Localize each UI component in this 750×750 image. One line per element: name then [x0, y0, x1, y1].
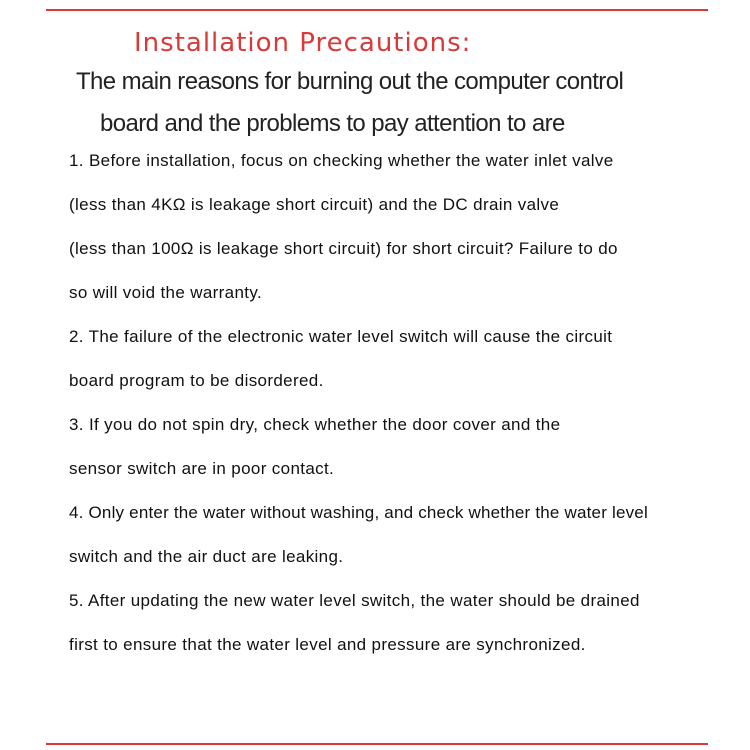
- body-line-12: first to ensure that the water level and pressure are synchronized.: [69, 635, 586, 654]
- page-title: Installation Precautions:: [134, 28, 472, 58]
- body-line-10: switch and the air duct are leaking.: [69, 547, 344, 566]
- bottom-divider: [46, 743, 708, 745]
- subtitle-line-1: The main reasons for burning out the computer control: [76, 68, 624, 95]
- body-line-8: sensor switch are in poor contact.: [69, 459, 335, 478]
- body-line-2: (less than 4KΩ is leakage short circuit) and the DC drain valve: [69, 195, 560, 214]
- body-line-4: so will void the warranty.: [69, 283, 263, 302]
- body-line-11: 5. After updating the new water level switch, the water should be drained: [69, 591, 640, 610]
- body-line-1: 1. Before installation, focus on checking whether the water inlet valve: [69, 151, 614, 170]
- body-line-5: 2. The failure of the electronic water level switch will cause the circuit: [69, 327, 613, 346]
- top-divider: [46, 9, 708, 11]
- body-line-3: (less than 100Ω is leakage short circuit) for short circuit? Failure to do: [69, 239, 618, 258]
- subtitle-line-2: board and the problems to pay attention to are: [100, 110, 565, 137]
- body-line-7: 3. If you do not spin dry, check whether the door cover and the: [69, 415, 561, 434]
- body-line-9: 4. Only enter the water without washing, and check whether the water level: [69, 503, 648, 522]
- body-line-6: board program to be disordered.: [69, 371, 324, 390]
